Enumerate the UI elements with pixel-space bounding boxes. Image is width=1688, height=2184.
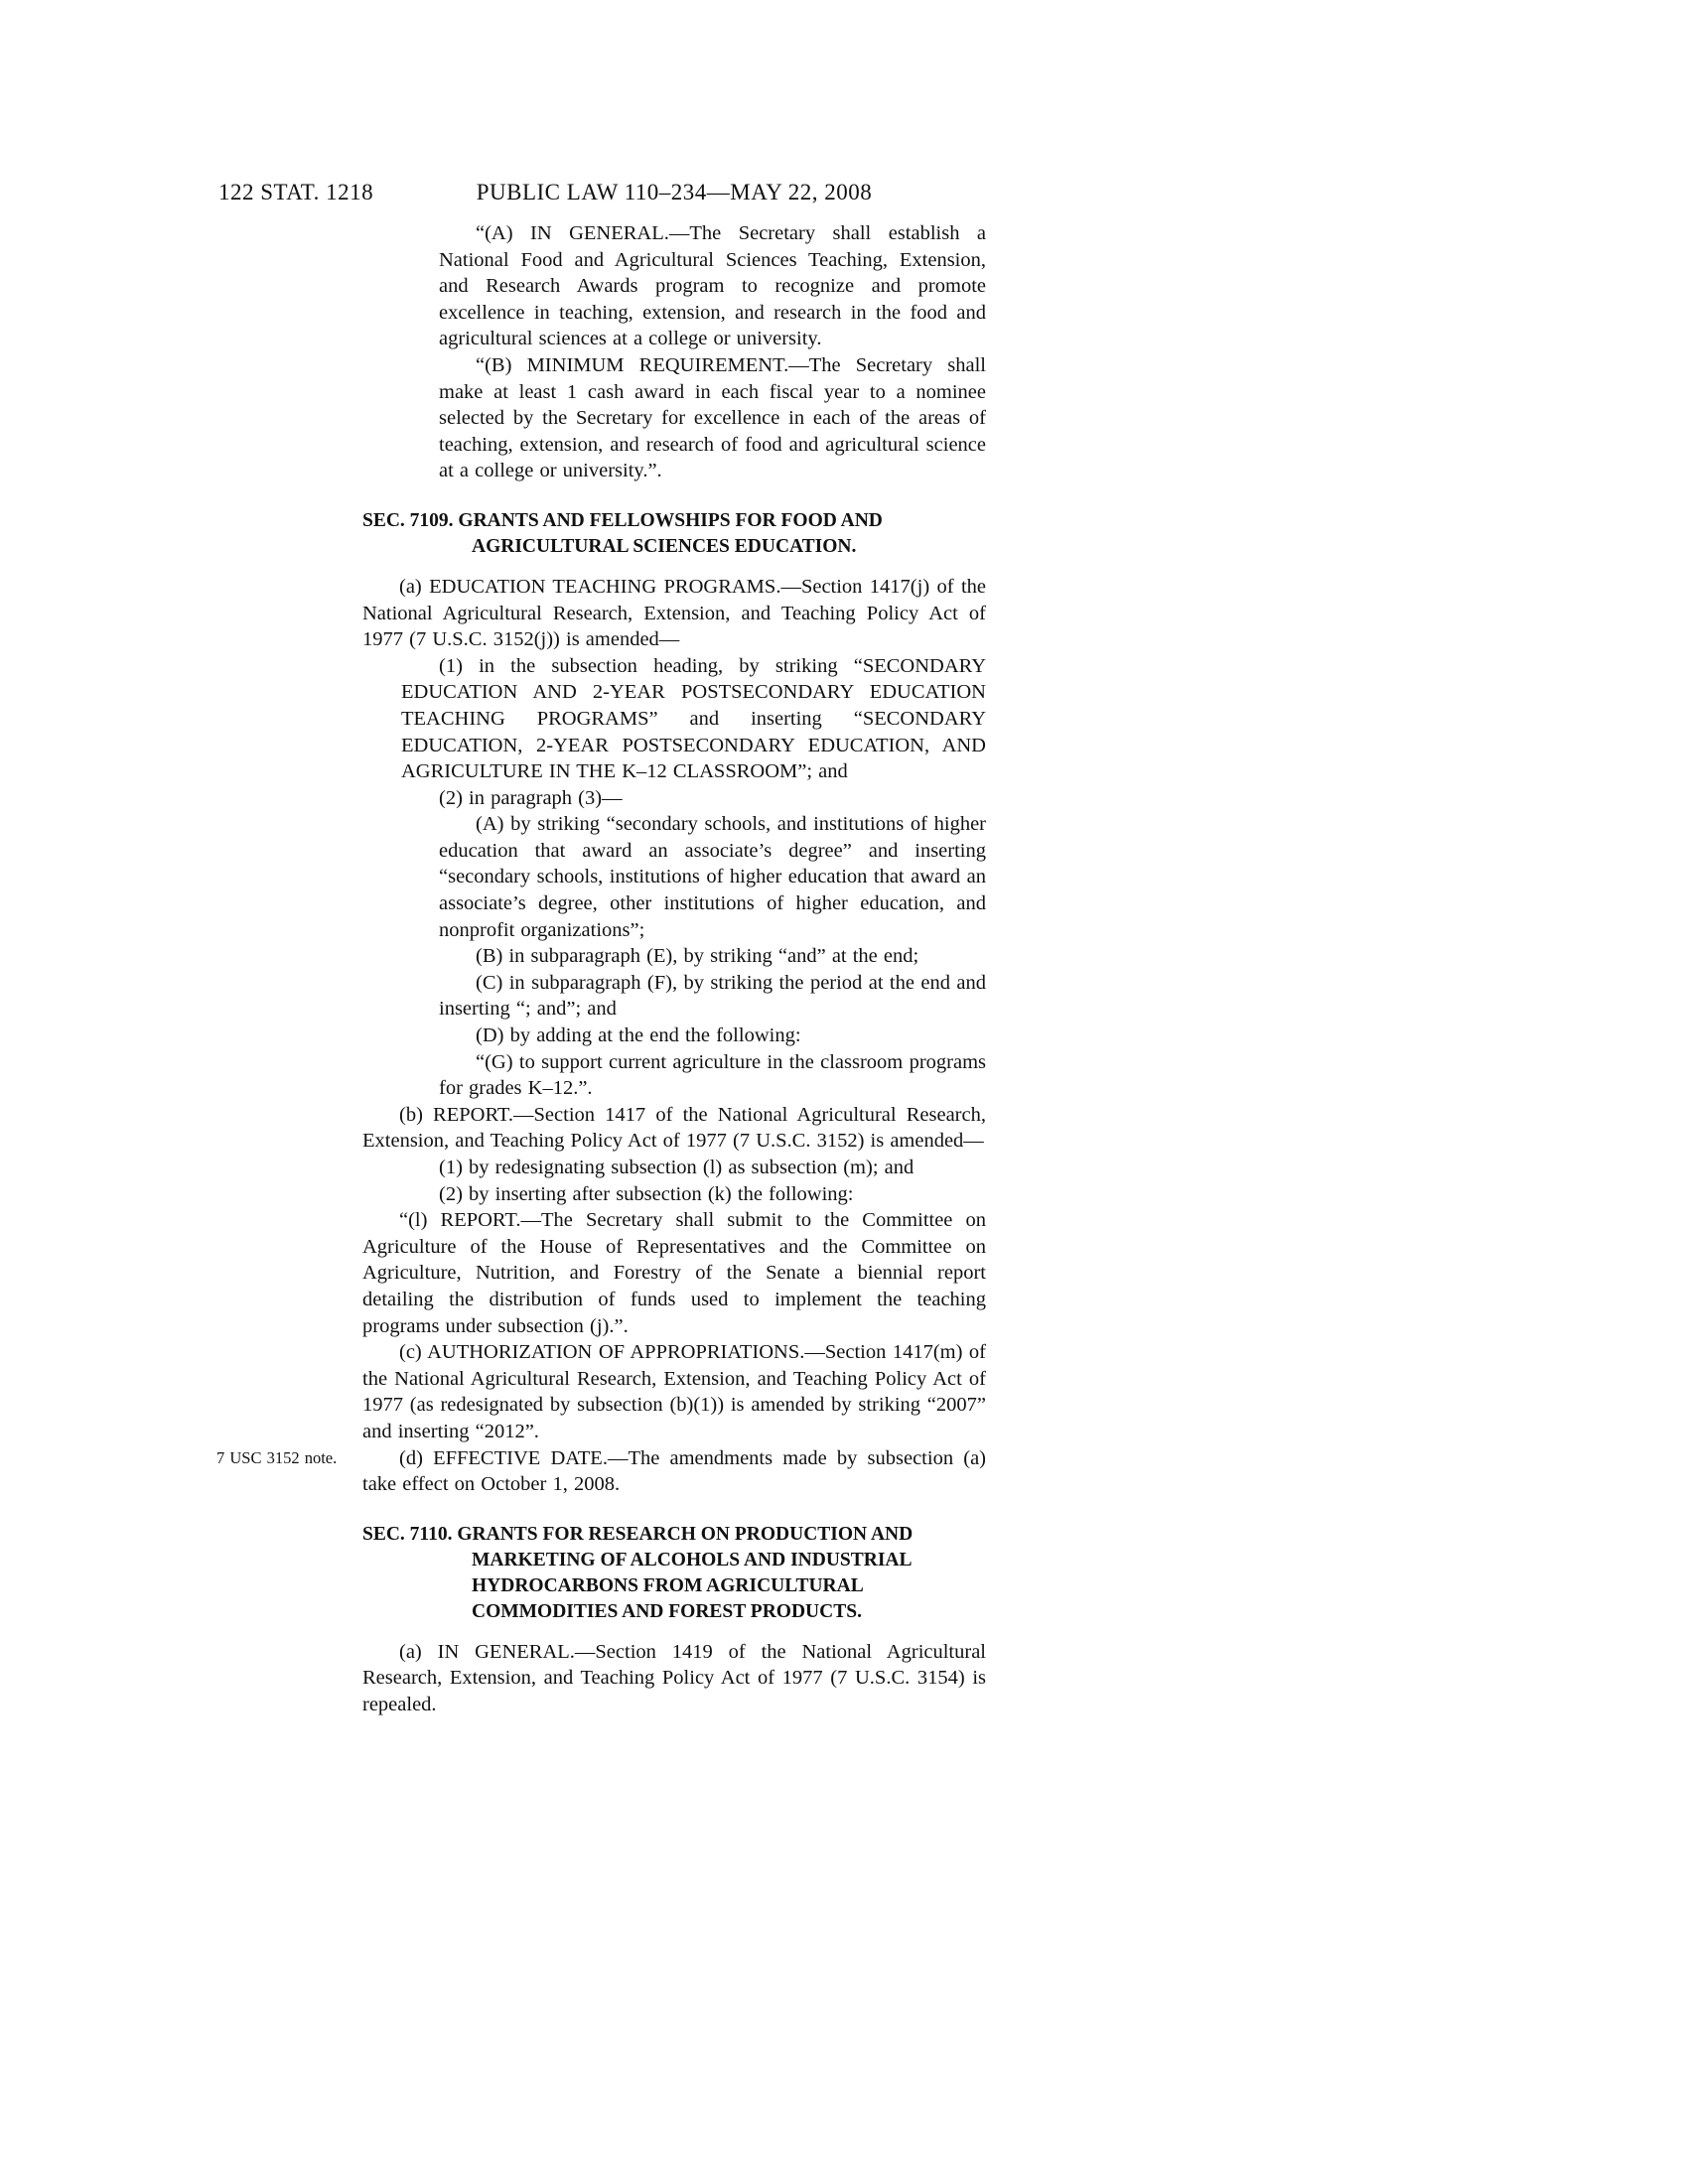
public-law-title: PUBLIC LAW 110–234—MAY 22, 2008 [476,180,873,205]
statute-paragraph: (2) by inserting after subsection (k) the following: [439,1182,854,1205]
uscode-margin-note: 7 USC 3152 note. [216,1447,338,1467]
statute-paragraph: “(A) IN GENERAL.—The Secretary shall establish a National Food and Agricultural Sciences Teaching, Extension, and Research Awards program to recognize and promote excellence in teaching, extension, and research in the food and agricultural sciences at a college or university. [439,222,986,350]
statute-paragraph: (C) in subparagraph (F), by striking the period at the end and inserting “; and”; and [439,971,986,1021]
stat-page-number: 122 STAT. 1218 [218,180,374,205]
section-heading: SEC. 7110. GRANTS FOR RESEARCH ON PRODUCTION AND MARKETING OF ALCOHOLS AND INDUSTRIAL HYDROCARBONS FROM AGRICULTURAL COMMODITIES AND FOREST PRODUCTS. [362,1523,914,1622]
statute-paragraph: “(l) REPORT.—The Secretary shall submit to the Committee on Agriculture of the House of Representatives and the Committee on Agriculture, Nutrition, and Forestry of the Senate a biennial report detailing the distribution of funds used to implement the teaching programs under subsection (j).”. [362,1209,986,1337]
statute-paragraph: “(B) MINIMUM REQUIREMENT.—The Secretary shall make at least 1 cash award in each fiscal year to a nominee selected by the Secretary for excellence in each of the areas of teaching, extension, and research of food and agricultural science at a college or university.”. [439,353,986,482]
statute-paragraph: (2) in paragraph (3)— [439,786,623,809]
statute-paragraph: (b) REPORT.—Section 1417 of the National Agricultural Research, Extension, and Teaching Policy Act of 1977 (7 U.S.C. 3152) is amended— [362,1103,986,1153]
statute-paragraph: (A) by striking “secondary schools, and institutions of higher education that award an associate’s degree” and inserting “secondary schools, institutions of higher education that award an associate’s degree, other institutions of higher education, and nonprofit organizations”; [439,813,986,941]
statute-paragraph: (1) by redesignating subsection (l) as subsection (m); and [439,1157,914,1178]
statute-paragraph: (a) IN GENERAL.—Section 1419 of the National Agricultural Research, Extension, and Teaching Policy Act of 1977 (7 U.S.C. 3154) is repealed. [362,1640,986,1715]
running-head [0,180,1688,211]
statute-paragraph: (D) by adding at the end the following: [476,1024,801,1047]
statute-paragraph: (B) in subparagraph (E), by striking “and” at the end; [476,945,919,968]
statute-paragraph: (a) EDUCATION TEACHING PROGRAMS.—Section 1417(j) of the National Agricultural Research, Extension, and Teaching Policy Act of 1977 (7 U.S.C. 3152(j)) is amended— [362,575,986,651]
statute-paragraph: (1) in the subsection heading, by striking “SECONDARY EDUCATION AND 2-YEAR POSTSECONDARY EDUCATION TEACHING PROGRAMS” and inserting “SECONDARY EDUCATION, 2-YEAR POSTSECONDARY EDUCATION, AND AGRICULTURE IN THE K–12 CLASSROOM”; and [401,654,986,783]
statute-paragraph: “(G) to support current agriculture in the classroom programs for grades K–12.”. [439,1050,986,1100]
statute-body [216,220,986,1718]
statute-paragraph: (d) EFFECTIVE DATE.—The amendments made by subsection (a) take effect on October 1, 2008. 7 USC 3152 note. [216,1446,986,1496]
statute-paragraph: (c) AUTHORIZATION OF APPROPRIATIONS.—Section 1417(m) of the National Agricultural Research, Extension, and Teaching Policy Act of 1977 (as redesignated by subsection (b)(1)) is amended by striking “2007” and inserting “2012”. [362,1341,986,1442]
section-heading: SEC. 7109. GRANTS AND FELLOWSHIPS FOR FOOD AND AGRICULTURAL SCIENCES EDUCATION. [362,509,883,557]
